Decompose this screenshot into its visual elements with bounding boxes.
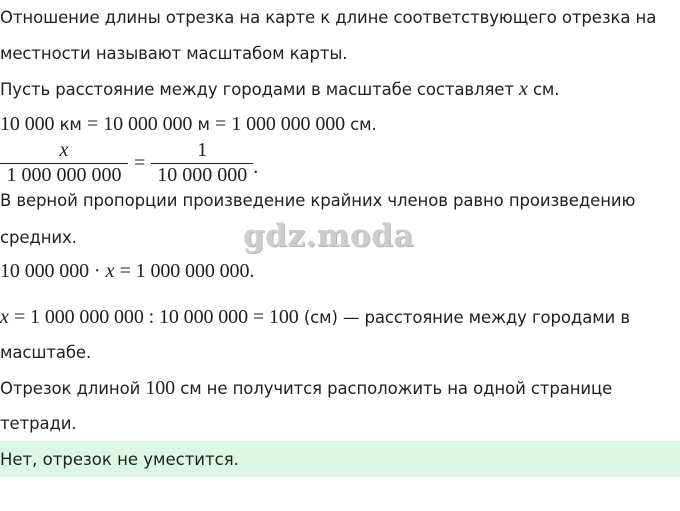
fraction-left <box>0 140 128 186</box>
watermark-logo: gdz.moda <box>243 218 414 254</box>
equals-sign: = <box>86 113 99 135</box>
solution-text: — расстояние между городами в <box>342 308 630 327</box>
conclusion-before: Отрезок длиной <box>0 379 141 398</box>
assumption-text: Пусть расстояние между городами в масштабе составляет <box>0 80 514 99</box>
paragraph-rule-line-2: средних. <box>0 228 77 247</box>
unit-cm: см. <box>350 115 377 134</box>
unit-m: м <box>197 115 210 134</box>
paragraph-assumption <box>0 78 559 101</box>
paragraph-definition-line-1: Отношение длины отрезка на карте к длине соответствующего отрезка на <box>0 8 657 27</box>
answer-text: Нет, отрезок не уместится. <box>0 450 239 469</box>
solution-expression: = 1 000 000 000 : 10 000 000 = 100 <box>13 306 299 328</box>
equation-product <box>0 260 254 283</box>
equals-sign-2: = <box>214 113 227 135</box>
equation-solution-line-2: масштабе. <box>0 343 92 362</box>
proportion-equals: = <box>134 152 146 174</box>
conclusion-value: 100 <box>145 377 176 399</box>
proportion-equation <box>0 140 258 186</box>
product-right: = 1 000 000 000. <box>119 260 255 282</box>
unit-km: км <box>59 115 82 134</box>
conclusion-after: см не получится расположить на одной странице <box>180 379 613 398</box>
fraction-right <box>151 140 253 186</box>
product-left: 10 000 000 · <box>0 260 101 282</box>
value-10000000: 10 000 000 <box>103 113 193 135</box>
answer-box <box>0 441 680 477</box>
paragraph-definition-line-2: местности называют масштабом карты. <box>0 44 348 63</box>
variable-x: x <box>519 78 528 100</box>
fraction-right-denominator: 10 000 000 <box>157 164 248 186</box>
solution-unit: (см) <box>303 308 338 327</box>
paragraph-conclusion-line-2: тетради. <box>0 414 77 433</box>
fraction-right-numerator: 1 <box>197 140 208 161</box>
equation-solution <box>0 306 630 329</box>
paragraph-rule-line-1: В верной пропорции произведение крайних членов равно произведению <box>0 191 636 210</box>
value-1000000000: 1 000 000 000 <box>231 113 346 135</box>
proportion-period: . <box>253 156 259 178</box>
fraction-left-numerator: x <box>59 140 69 161</box>
value-10000: 10 000 <box>0 113 55 135</box>
fraction-left-denominator: 1 000 000 000 <box>6 164 122 186</box>
equation-unit-conversion <box>0 113 377 136</box>
solution-variable-x: x <box>0 306 9 328</box>
product-variable-x: x <box>105 260 115 282</box>
assumption-unit: см. <box>532 80 560 99</box>
paragraph-conclusion <box>0 377 612 400</box>
